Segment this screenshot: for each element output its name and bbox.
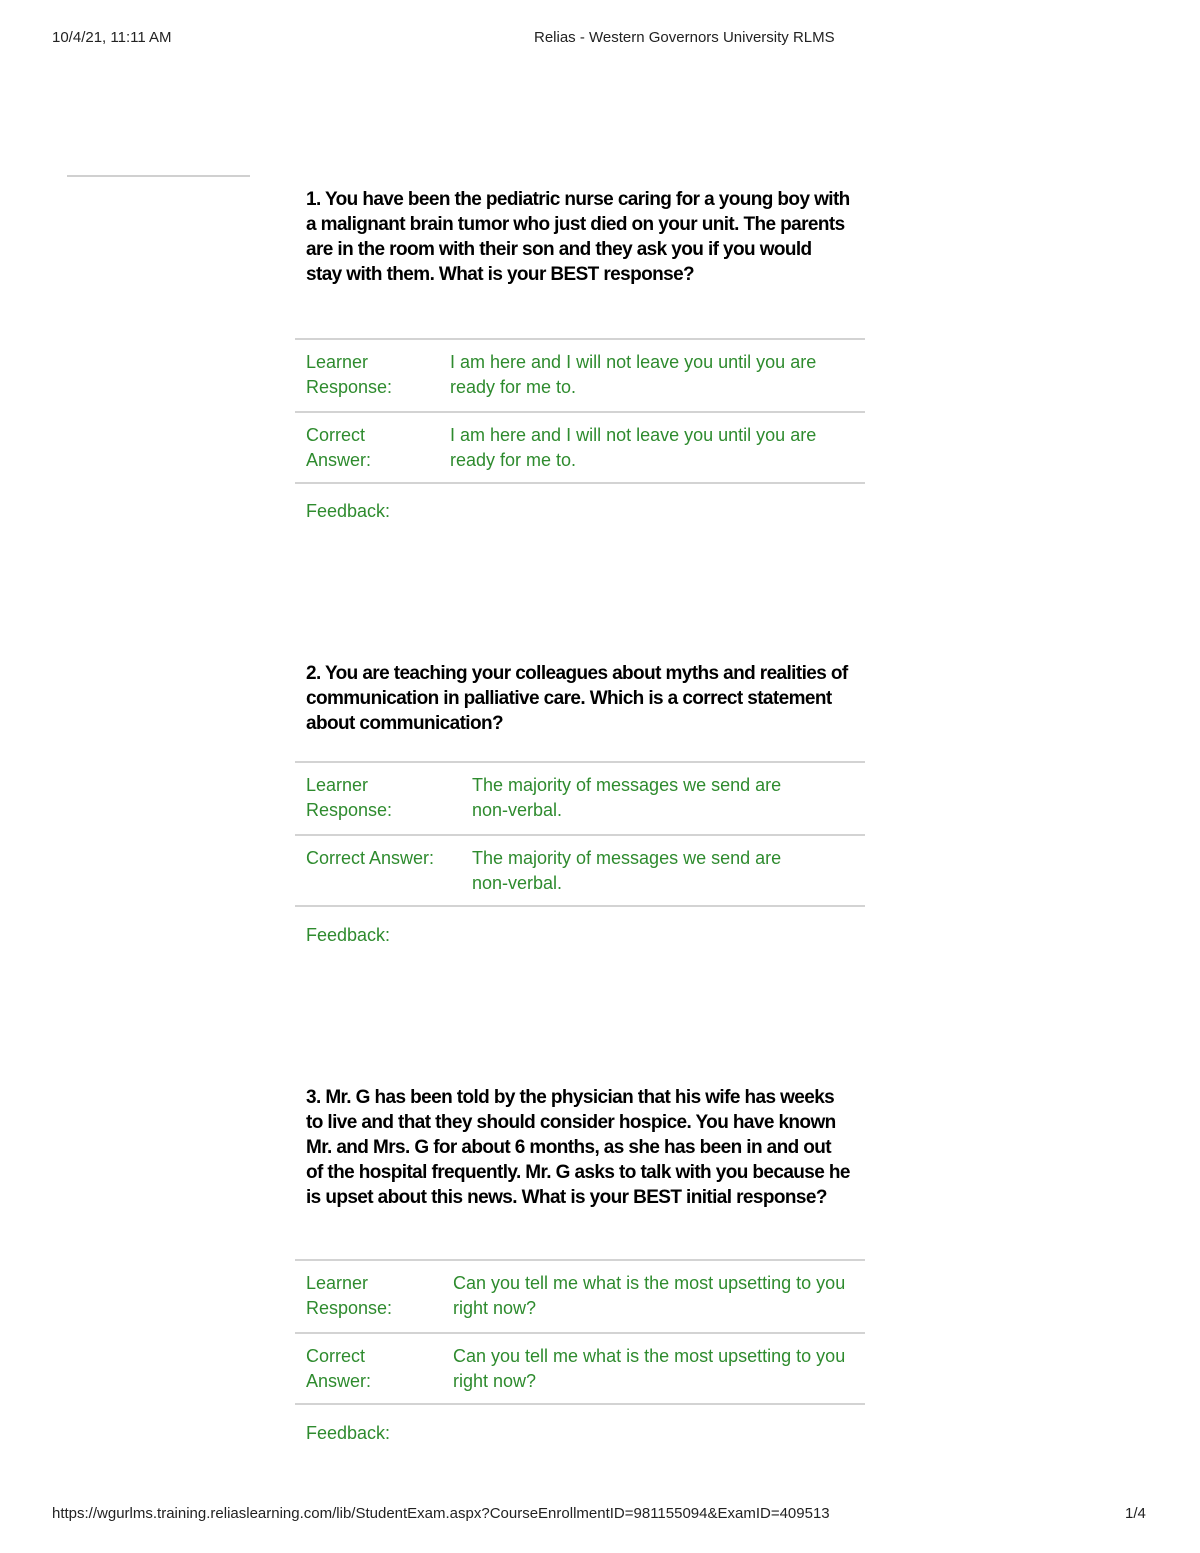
sidebar-divider	[67, 175, 250, 177]
question-2-text: 2. You are teaching your colleagues about myths and realities of communication in palliative care. Which is a correct statement about communication?	[306, 663, 848, 734]
learner-response-row	[295, 1259, 865, 1332]
page-url: https://wgurlms.training.reliaslearning.com/lib/StudentExam.aspx?CourseEnrollmentID=981155094&ExamID=409513	[52, 1505, 830, 1522]
page-title: Relias - Western Governors University RLMS	[534, 29, 835, 46]
learner-response-value: The majority of messages we send are non-verbal.	[472, 775, 782, 820]
feedback-label: Feedback:	[306, 925, 391, 945]
correct-answer-label: Correct Answer:	[306, 425, 372, 470]
question-3-answers	[295, 1259, 865, 1405]
page-number: 1/4	[1125, 1505, 1146, 1522]
learner-response-label: Learner Response:	[306, 1273, 393, 1318]
feedback-label: Feedback:	[306, 1423, 391, 1443]
correct-answer-row	[295, 1332, 865, 1405]
correct-answer-value: I am here and I will not leave you until you are ready for me to.	[450, 425, 817, 470]
question-3-text: 3. Mr. G has been told by the physician that his wife has weeks to live and that they should consider hospice. You have known Mr. and Mrs. G for about 6 months, as she has been in and out of the hospital frequently. Mr. G asks to talk with you because he is upset about this news. What is your BEST initial response?	[306, 1087, 850, 1208]
learner-response-row	[295, 761, 865, 834]
question-2-answers	[295, 761, 865, 907]
learner-response-row	[295, 338, 865, 411]
question-1-answers	[295, 338, 865, 484]
correct-answer-label: Correct Answer:	[306, 1346, 372, 1391]
learner-response-label: Learner Response:	[306, 352, 393, 397]
learner-response-label: Learner Response:	[306, 775, 393, 820]
question-1-text: 1. You have been the pediatric nurse caring for a young boy with a malignant brain tumor who just died on your unit. The parents are in the room with their son and they ask you if you would stay with them. What is your BEST response?	[306, 189, 850, 285]
correct-answer-label: Correct Answer:	[306, 848, 435, 868]
feedback-label: Feedback:	[306, 501, 391, 521]
correct-answer-value: The majority of messages we send are non-verbal.	[472, 848, 782, 893]
correct-answer-row	[295, 834, 865, 907]
learner-response-value: I am here and I will not leave you until you are ready for me to.	[450, 352, 817, 397]
learner-response-value: Can you tell me what is the most upsetting to you right now?	[453, 1273, 846, 1318]
correct-answer-value: Can you tell me what is the most upsetting to you right now?	[453, 1346, 846, 1391]
print-datetime: 10/4/21, 11:11 AM	[52, 29, 172, 46]
correct-answer-row	[295, 411, 865, 484]
